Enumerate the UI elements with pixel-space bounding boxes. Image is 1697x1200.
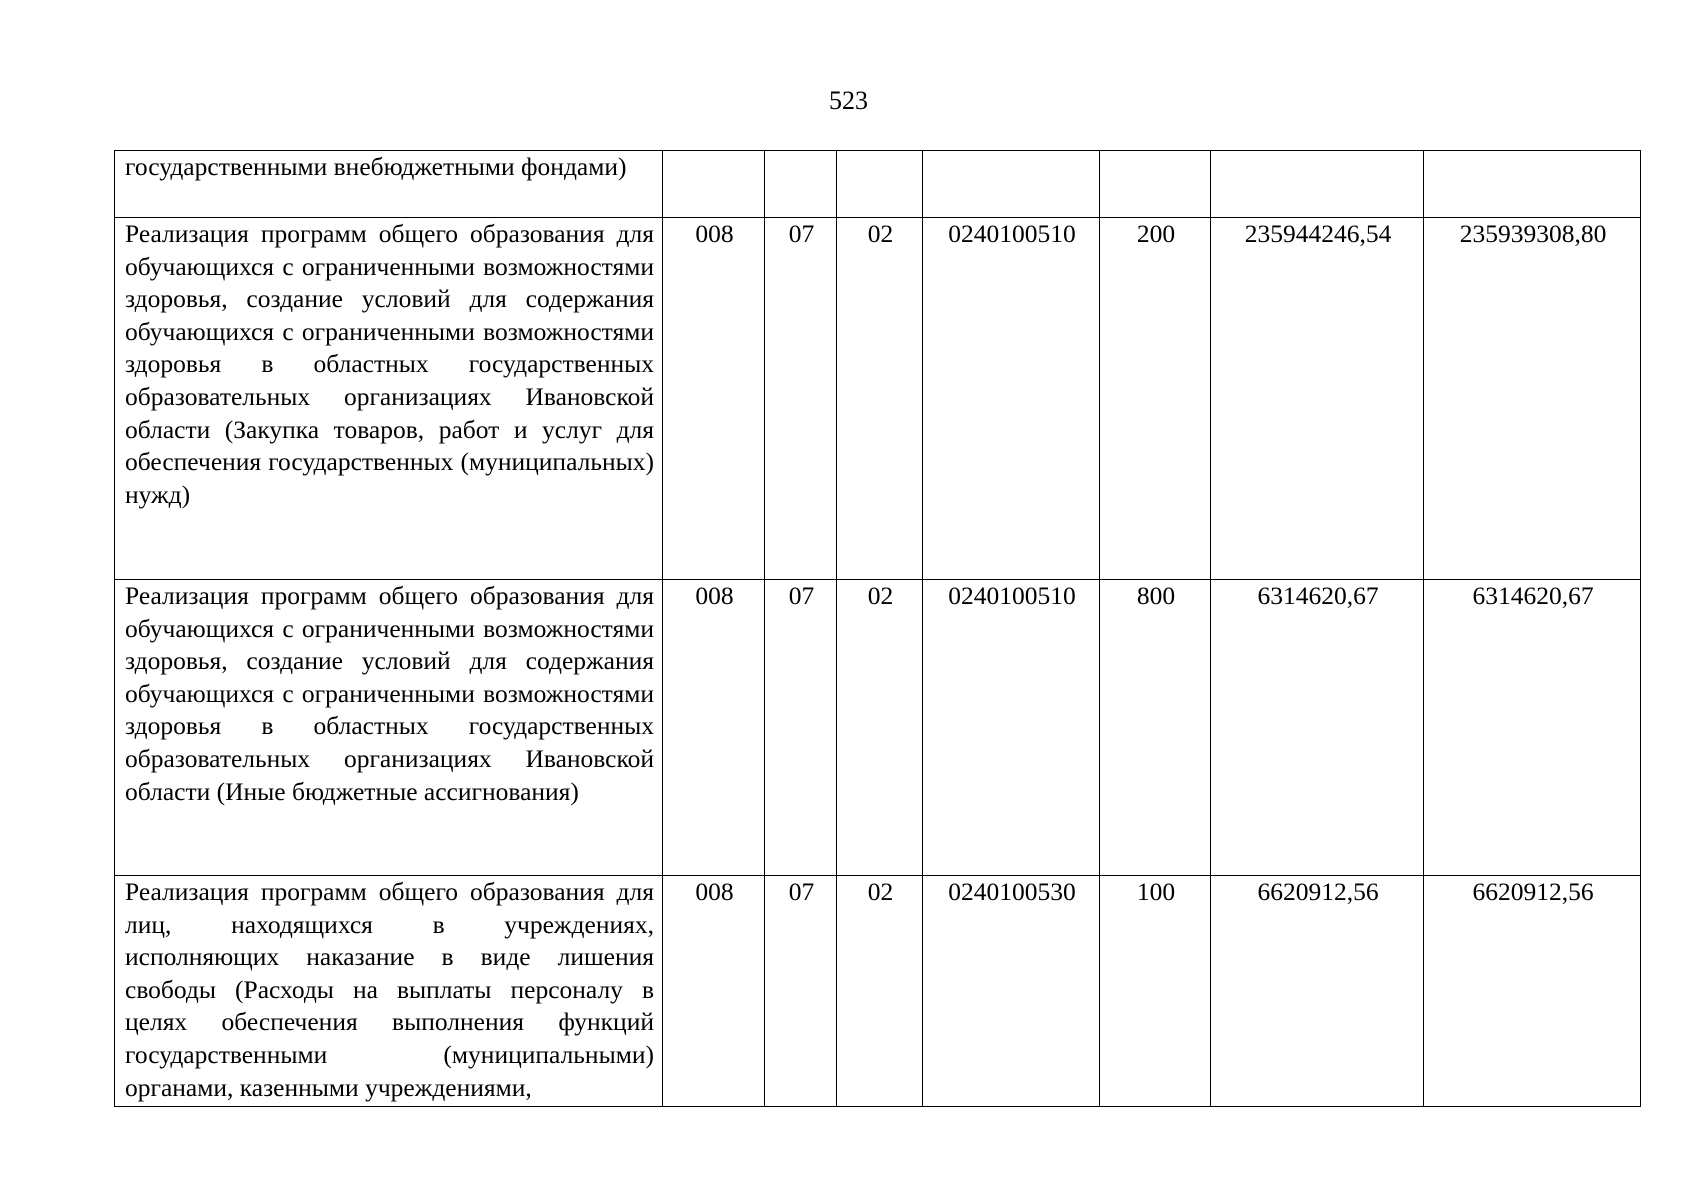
expense-type-cell [1100,151,1211,218]
subsection-cell: 02 [837,580,923,876]
target-article-cell [923,151,1100,218]
org-code-cell: 008 [663,218,765,580]
amount-year2-cell: 6314620,67 [1424,580,1641,876]
table-row [115,218,1641,580]
org-code-cell: 008 [663,876,765,1107]
section-cell: 07 [765,876,837,1107]
amount-year2-cell: 6620912,56 [1424,876,1641,1107]
budget-table [114,150,1641,1107]
target-article-cell: 0240100530 [923,876,1100,1107]
amount-year1-cell: 235944246,54 [1211,218,1424,580]
amount-year1-cell: 6314620,67 [1211,580,1424,876]
row-description: Реализация программ общего образования для обучающихся с ограниченными возможностями здоровья, создание условий для содержания обучающихся с ограниченными возможностями здоровья в областных государственных образовательных организациях Ивановской области (Иные бюджетные ассигнования) [115,580,663,876]
subsection-cell: 02 [837,876,923,1107]
expense-type-cell: 800 [1100,580,1211,876]
amount-year1-cell [1211,151,1424,218]
table-row [115,580,1641,876]
section-cell [765,151,837,218]
org-code-cell [663,151,765,218]
subsection-cell [837,151,923,218]
amount-year1-cell: 6620912,56 [1211,876,1424,1107]
subsection-cell: 02 [837,218,923,580]
amount-year2-cell [1424,151,1641,218]
target-article-cell: 0240100510 [923,580,1100,876]
target-article-cell: 0240100510 [923,218,1100,580]
table-row [115,876,1641,1107]
expense-type-cell: 100 [1100,876,1211,1107]
page-number: 523 [829,86,868,115]
table-row [115,151,1641,218]
section-cell: 07 [765,218,837,580]
section-cell: 07 [765,580,837,876]
expense-type-cell: 200 [1100,218,1211,580]
row-description: государственными внебюджетными фондами) [115,151,663,218]
amount-year2-cell: 235939308,80 [1424,218,1641,580]
org-code-cell: 008 [663,580,765,876]
row-description: Реализация программ общего образования для лиц, находящихся в учреждениях, исполняющих наказание в виде лишения свободы (Расходы на выплаты персоналу в целях обеспечения выполнения функций государственными (муниципальными) органами, казенными учреждениями, [115,876,663,1107]
row-description: Реализация программ общего образования для обучающихся с ограниченными возможностями здоровья, создание условий для содержания обучающихся с ограниченными возможностями здоровья в областных государственных образовательных организациях Ивановской области (Закупка товаров, работ и услуг для обеспечения государственных (муниципальных) нужд) [115,218,663,580]
